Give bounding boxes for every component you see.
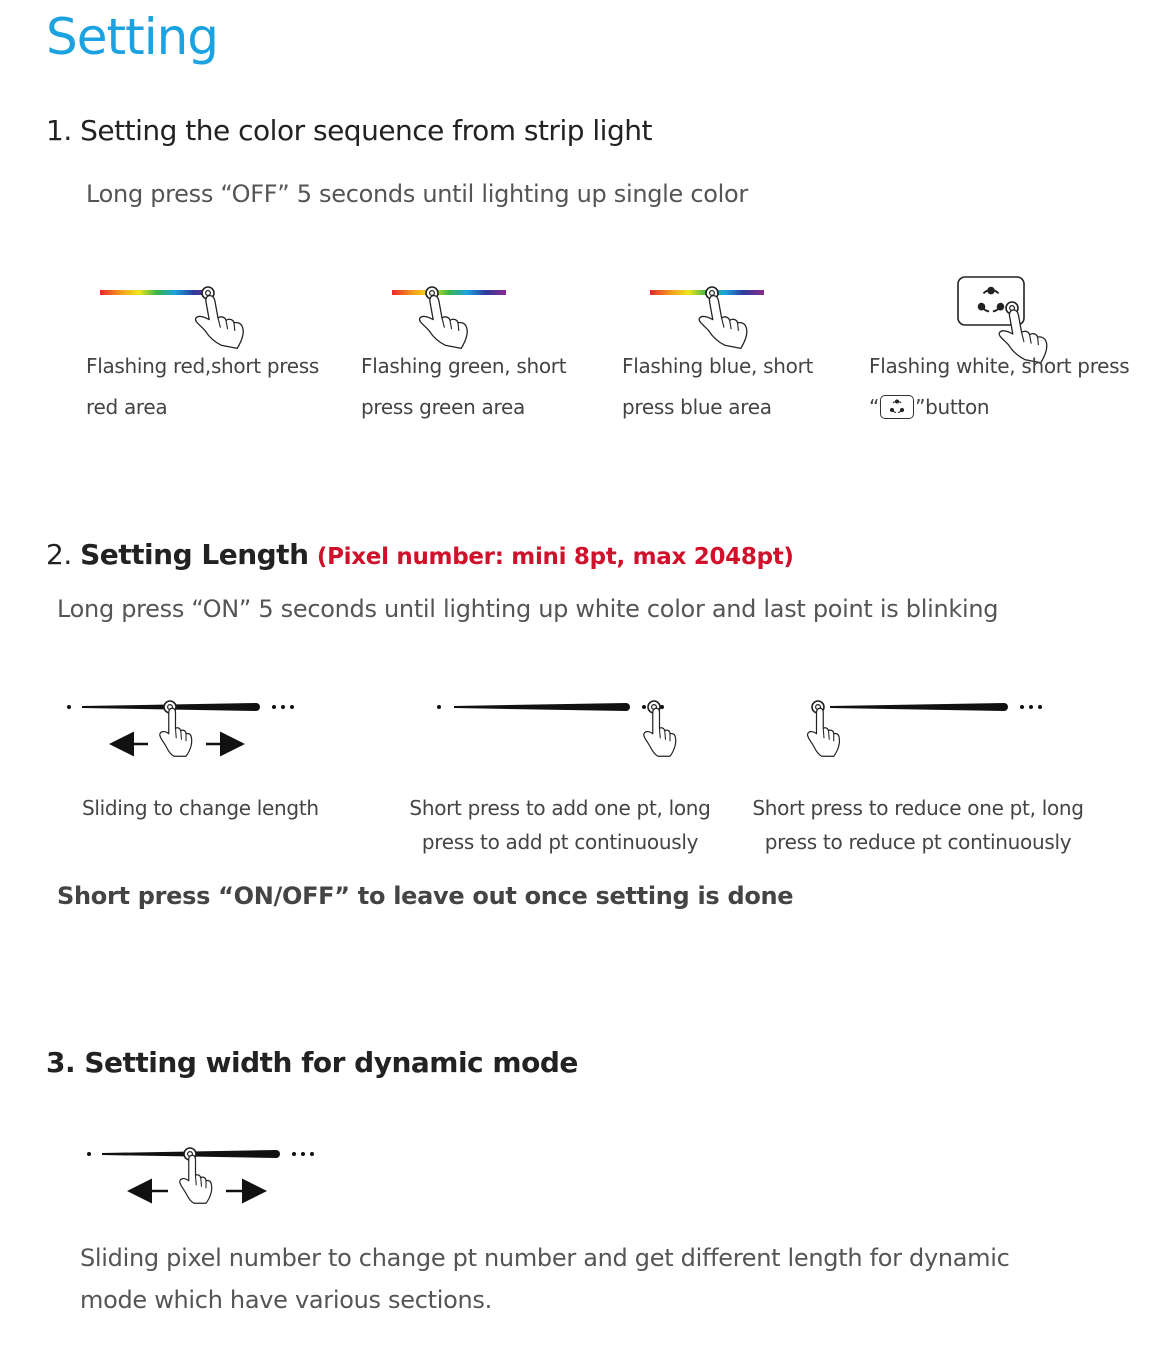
reduce-point-icon (800, 694, 1060, 774)
length-step1-caption: Sliding to change length (82, 796, 319, 820)
section3-heading: 3. Setting width for dynamic mode (46, 1046, 578, 1079)
slide-width-icon (80, 1141, 330, 1221)
add-point-icon (430, 694, 690, 774)
rainbow-strip-icon (390, 282, 570, 342)
step2-caption: Flashing green, short press green area (361, 354, 567, 419)
section1-title: Setting the color sequence from strip light (80, 114, 652, 147)
exit-setting-note: Short press “ON/OFF” to leave out once setting is done (57, 882, 794, 910)
step3-caption: Flashing blue, short press blue area (622, 354, 814, 419)
section1-instruction: Long press “OFF” 5 seconds until lighting up single color (86, 180, 748, 208)
slide-length-icon (60, 694, 310, 774)
page-title: Setting (46, 8, 219, 66)
section2-pixel-note: (Pixel number: mini 8pt, max 2048pt) (316, 544, 794, 570)
rainbow-strip-icon (98, 282, 278, 342)
step1-caption: Flashing red,short press red area (86, 354, 320, 419)
section2-title: Setting Length (80, 538, 309, 571)
rainbow-strip-icon (648, 282, 828, 342)
section2-instruction: Long press “ON” 5 seconds until lighting up white color and last point is blinking (57, 595, 999, 623)
length-step2-caption: Short press to add one pt, long press to add pt continuously (409, 796, 711, 854)
cycle-button-icon (956, 274, 1076, 344)
section1-heading (46, 114, 652, 147)
section3-description: Sliding pixel number to change pt number and get different length for dynamic mode which have various sections. (80, 1244, 1010, 1314)
section2-heading (46, 538, 794, 571)
section1-number: 1. (46, 114, 72, 147)
step4-caption: Flashing white, short press “ ”button (869, 354, 1130, 419)
cycle-button-inline-icon (880, 395, 914, 419)
length-step3-caption: Short press to reduce one pt, long press to reduce pt continuously (752, 796, 1084, 854)
section2-number: 2. (46, 538, 72, 571)
